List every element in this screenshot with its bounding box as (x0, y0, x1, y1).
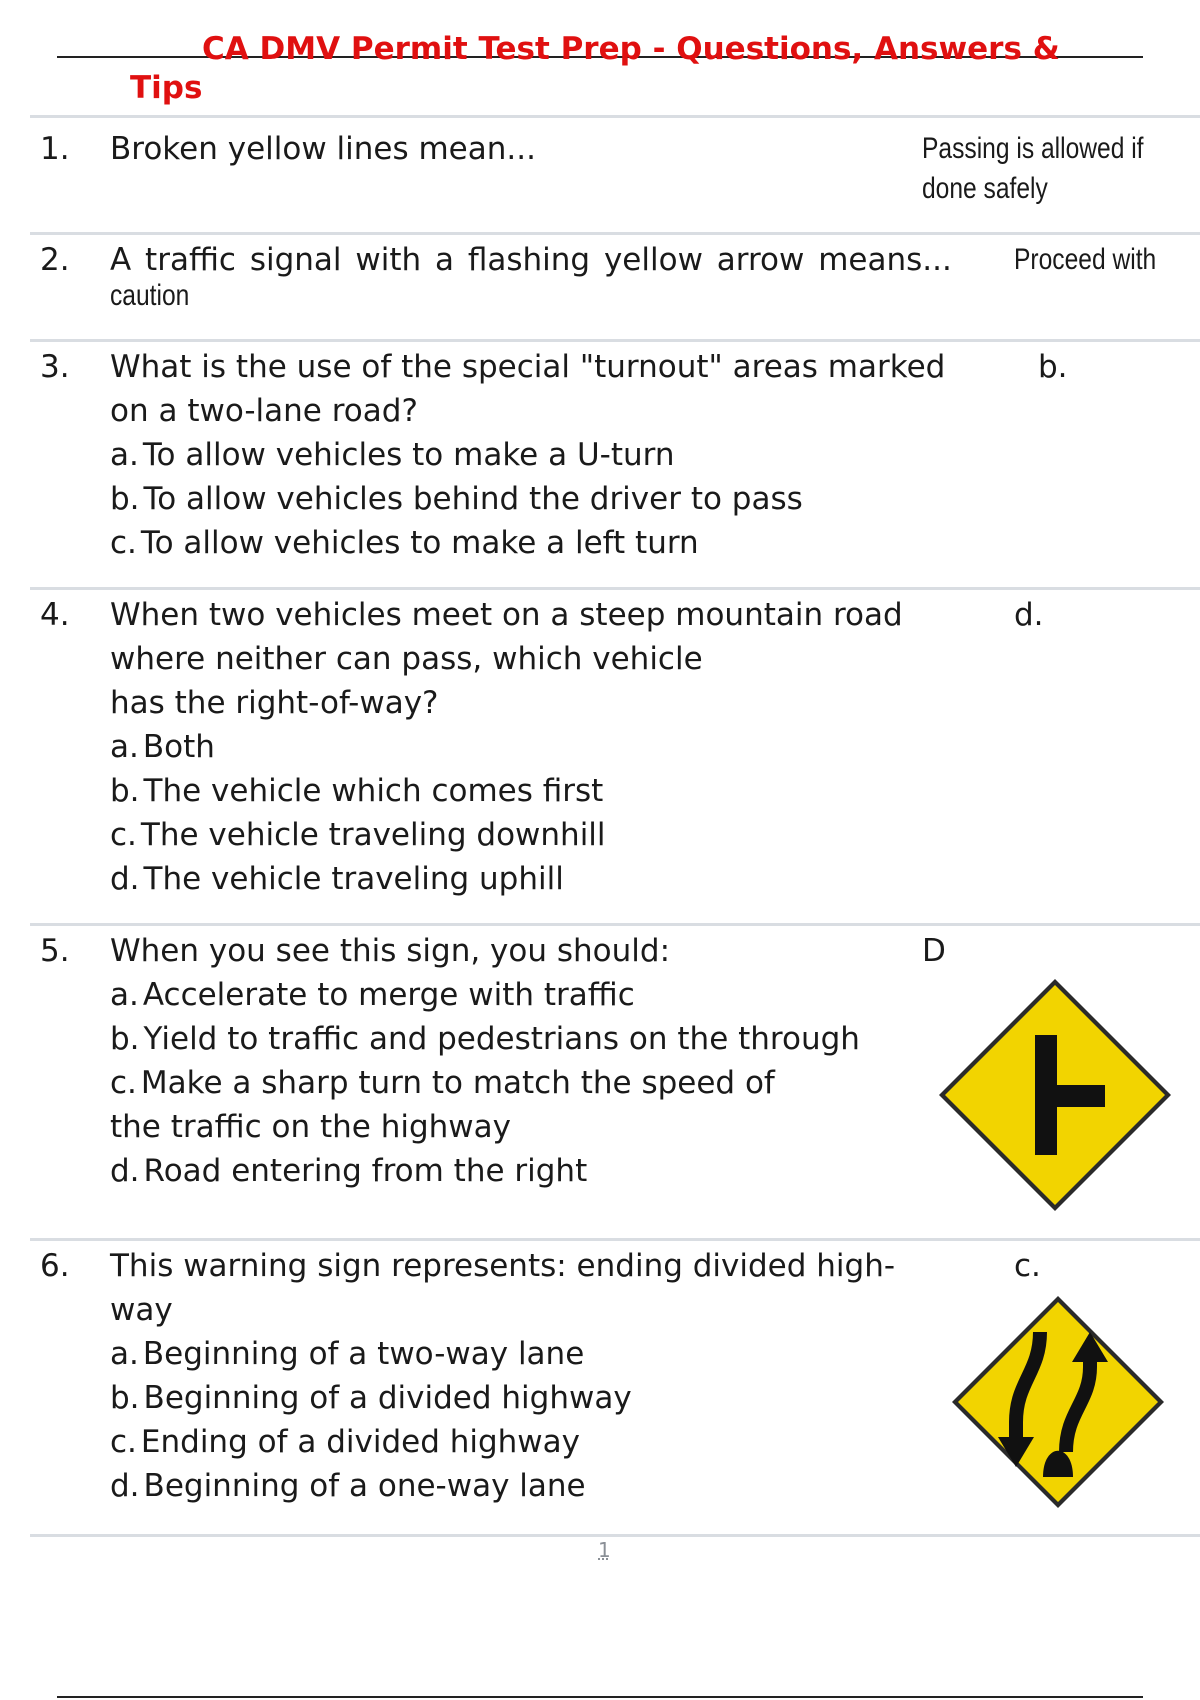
question-text: When two vehicles meet on a steep mountain road (110, 597, 903, 633)
option-c (110, 1061, 775, 1105)
question-number: 1. (40, 131, 70, 167)
answer-line: caution (110, 279, 190, 312)
question-text: When you see this sign, you should: (110, 933, 671, 969)
question-text: on a two-lane road? (110, 393, 418, 429)
page-title (130, 30, 1130, 108)
question-text: A traffic signal with a flashing yellow arrow means... (110, 242, 952, 278)
option-d (110, 857, 564, 901)
option-b (110, 477, 803, 521)
question-number: 4. (40, 597, 70, 633)
option-text: Accelerate to merge with traffic (142, 977, 635, 1013)
footer-rule (57, 1696, 1143, 1698)
option-letter: c. (110, 525, 137, 561)
answer: b. (1038, 349, 1068, 385)
question-text: where neither can pass, which vehicle (110, 641, 703, 677)
question-number: 5. (40, 933, 70, 969)
option-a (110, 973, 635, 1017)
option-text: The vehicle traveling uphill (143, 861, 564, 897)
question-number: 3. (40, 349, 70, 385)
option-text: The vehicle which comes first (143, 773, 604, 809)
question-number: 2. (40, 242, 70, 278)
answer: D (922, 933, 946, 969)
option-letter: c. (110, 1424, 137, 1460)
option-letter: a. (110, 977, 139, 1013)
option-text: Beginning of a two-way lane (142, 1336, 585, 1372)
answer-line: Proceed with (1014, 243, 1157, 276)
question-text: Broken yellow lines mean... (110, 131, 536, 167)
option-text: the traffic on the highway (110, 1109, 511, 1145)
option-b (110, 1376, 632, 1420)
option-letter: a. (110, 437, 139, 473)
option-text: Road entering from the right (143, 1153, 588, 1189)
option-text: To allow vehicles to make a left turn (140, 525, 699, 561)
option-d (110, 1464, 586, 1508)
question-text: What is the use of the special "turnout" areas marked (110, 349, 946, 385)
option-text: Both (142, 729, 215, 765)
question-text: has the right-of-way? (110, 685, 439, 721)
separator (30, 923, 1200, 926)
option-letter: b. (110, 773, 140, 809)
option-text: Make a sharp turn to match the speed of (140, 1065, 775, 1101)
option-text: Yield to traffic and pedestrians on the through (143, 1021, 860, 1057)
option-text: Beginning of a divided highway (143, 1380, 632, 1416)
answer-line: Passing is allowed if (922, 132, 1144, 165)
option-letter: b. (110, 1380, 140, 1416)
option-letter: d. (110, 861, 140, 897)
title-line-2: Tips (130, 70, 203, 106)
option-text: The vehicle traveling downhill (140, 817, 606, 853)
answer: d. (1014, 597, 1044, 633)
separator (30, 115, 1200, 118)
separator (30, 1534, 1200, 1537)
page-number: 1 (598, 1538, 611, 1562)
separator (30, 587, 1200, 590)
option-letter: c. (110, 1065, 137, 1101)
answer-line: done safely (922, 172, 1048, 205)
question-text: way (110, 1292, 173, 1328)
divided-highway-ends-sign (948, 1292, 1168, 1512)
answer: c. (1014, 1248, 1041, 1284)
title-line-1: CA DMV Permit Test Prep - Questions, Answers & (202, 31, 1060, 67)
side-road-right-sign (935, 975, 1175, 1215)
option-letter: a. (110, 1336, 139, 1372)
option-b (110, 769, 603, 813)
option-letter: b. (110, 1021, 140, 1057)
option-letter: d. (110, 1153, 140, 1189)
option-text: To allow vehicles to make a U-turn (142, 437, 675, 473)
question-number: 6. (40, 1248, 70, 1284)
option-text: To allow vehicles behind the driver to pass (143, 481, 803, 517)
option-c-continued (110, 1105, 511, 1149)
option-a (110, 1332, 584, 1376)
option-letter: a. (110, 729, 139, 765)
separator (30, 232, 1200, 235)
separator (30, 339, 1200, 342)
option-c (110, 813, 606, 857)
option-text: Ending of a divided highway (140, 1424, 581, 1460)
option-d (110, 1149, 587, 1193)
option-a (110, 433, 674, 477)
question-text: This warning sign represents: ending divided high- (110, 1248, 896, 1284)
option-letter: d. (110, 1468, 140, 1504)
option-c (110, 521, 699, 565)
option-c (110, 1420, 580, 1464)
separator (30, 1238, 1200, 1241)
option-letter: b. (110, 481, 140, 517)
option-letter: c. (110, 817, 137, 853)
option-text: Beginning of a one-way lane (143, 1468, 586, 1504)
option-b (110, 1017, 860, 1061)
option-a (110, 725, 215, 769)
